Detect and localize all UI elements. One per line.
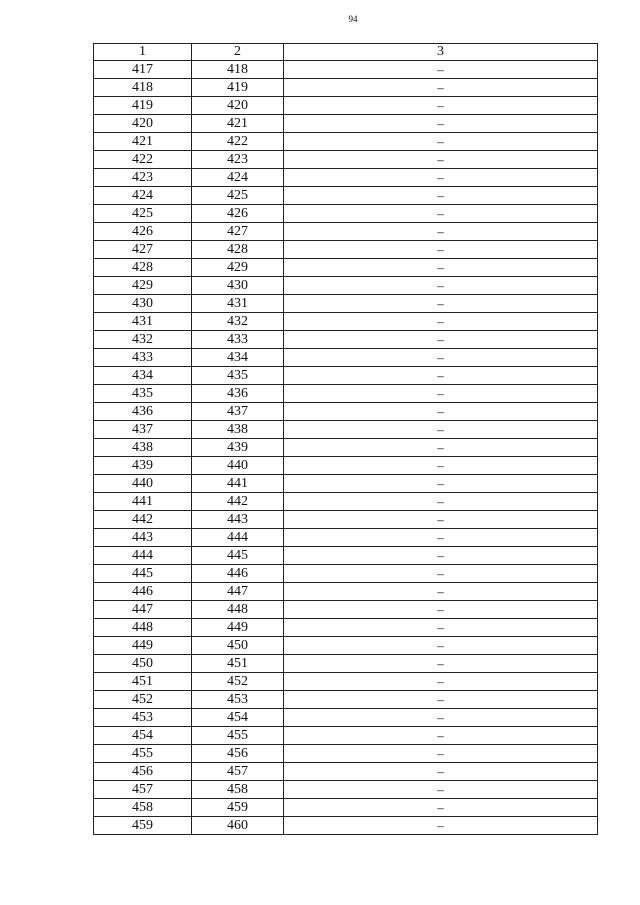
column-header-2: 2: [192, 44, 284, 61]
table-cell-col-2: 418: [192, 61, 284, 79]
table-cell-col-3: –: [284, 115, 598, 133]
table-row: [94, 763, 598, 781]
table-cell-col-3: –: [284, 475, 598, 493]
table-cell-col-2: 448: [192, 601, 284, 619]
table-body: [94, 61, 598, 835]
table-cell-col-2: 449: [192, 619, 284, 637]
table-row: [94, 295, 598, 313]
table-cell-col-1: 426: [94, 223, 192, 241]
table-row: [94, 349, 598, 367]
table-cell-col-2: 436: [192, 385, 284, 403]
table-row: [94, 601, 598, 619]
table-cell-col-2: 438: [192, 421, 284, 439]
table-cell-col-1: 425: [94, 205, 192, 223]
table-cell-col-1: 417: [94, 61, 192, 79]
table-cell-col-3: –: [284, 385, 598, 403]
table-cell-col-1: 455: [94, 745, 192, 763]
table-cell-col-2: 454: [192, 709, 284, 727]
table-row: [94, 547, 598, 565]
table-cell-col-3: –: [284, 619, 598, 637]
table-cell-col-2: 434: [192, 349, 284, 367]
table-cell-col-1: 432: [94, 331, 192, 349]
table-cell-col-1: 440: [94, 475, 192, 493]
table-cell-col-1: 444: [94, 547, 192, 565]
table-cell-col-1: 418: [94, 79, 192, 97]
table-cell-col-1: 437: [94, 421, 192, 439]
table-row: [94, 745, 598, 763]
table-row: [94, 637, 598, 655]
table-cell-col-2: 419: [192, 79, 284, 97]
table-cell-col-1: 456: [94, 763, 192, 781]
table-row: [94, 61, 598, 79]
table-cell-col-3: –: [284, 799, 598, 817]
table-cell-col-3: –: [284, 655, 598, 673]
table-cell-col-2: 450: [192, 637, 284, 655]
table-cell-col-2: 430: [192, 277, 284, 295]
table-cell-col-3: –: [284, 241, 598, 259]
table-cell-col-1: 452: [94, 691, 192, 709]
table-cell-col-1: 419: [94, 97, 192, 115]
table-cell-col-3: –: [284, 673, 598, 691]
table-cell-col-1: 454: [94, 727, 192, 745]
table-cell-col-2: 425: [192, 187, 284, 205]
table-cell-col-3: –: [284, 745, 598, 763]
table-cell-col-2: 451: [192, 655, 284, 673]
table-cell-col-3: –: [284, 259, 598, 277]
table-row: [94, 691, 598, 709]
table-cell-col-1: 450: [94, 655, 192, 673]
column-header-1: 1: [94, 44, 192, 61]
table-cell-col-2: 446: [192, 565, 284, 583]
table-cell-col-2: 453: [192, 691, 284, 709]
table-cell-col-3: –: [284, 313, 598, 331]
table-row: [94, 781, 598, 799]
table-cell-col-2: 445: [192, 547, 284, 565]
table-cell-col-2: 440: [192, 457, 284, 475]
table-cell-col-1: 434: [94, 367, 192, 385]
table-cell-col-1: 459: [94, 817, 192, 835]
table-cell-col-1: 423: [94, 169, 192, 187]
table-cell-col-1: 433: [94, 349, 192, 367]
table-row: [94, 151, 598, 169]
table-cell-col-1: 446: [94, 583, 192, 601]
table-row: [94, 673, 598, 691]
table-cell-col-3: –: [284, 367, 598, 385]
table-cell-col-1: 424: [94, 187, 192, 205]
table-row: [94, 709, 598, 727]
table-cell-col-1: 451: [94, 673, 192, 691]
table-row: [94, 403, 598, 421]
table-row: [94, 241, 598, 259]
table-cell-col-3: –: [284, 691, 598, 709]
table-row: [94, 259, 598, 277]
table-cell-col-3: –: [284, 79, 598, 97]
table-cell-col-3: –: [284, 421, 598, 439]
table-cell-col-2: 456: [192, 745, 284, 763]
table-row: [94, 421, 598, 439]
table-cell-col-1: 458: [94, 799, 192, 817]
table-cell-col-3: –: [284, 637, 598, 655]
table-row: [94, 169, 598, 187]
table-cell-col-3: –: [284, 61, 598, 79]
table-cell-col-3: –: [284, 583, 598, 601]
table-cell-col-2: 458: [192, 781, 284, 799]
table-cell-col-3: –: [284, 349, 598, 367]
table-cell-col-3: –: [284, 781, 598, 799]
table-cell-col-2: 457: [192, 763, 284, 781]
table-row: [94, 583, 598, 601]
table-cell-col-3: –: [284, 763, 598, 781]
table-row: [94, 619, 598, 637]
table-cell-col-1: 438: [94, 439, 192, 457]
table-cell-col-1: 448: [94, 619, 192, 637]
table-cell-col-2: 428: [192, 241, 284, 259]
data-table: [93, 43, 598, 835]
table-cell-col-1: 428: [94, 259, 192, 277]
table-cell-col-2: 435: [192, 367, 284, 385]
table-cell-col-3: –: [284, 223, 598, 241]
table-row: [94, 565, 598, 583]
table-row: [94, 79, 598, 97]
table-row: [94, 457, 598, 475]
table-cell-col-3: –: [284, 817, 598, 835]
table-row: [94, 115, 598, 133]
table-cell-col-1: 442: [94, 511, 192, 529]
table-cell-col-3: –: [284, 205, 598, 223]
table-cell-col-1: 420: [94, 115, 192, 133]
table-cell-col-2: 442: [192, 493, 284, 511]
table-row: [94, 187, 598, 205]
table-cell-col-2: 455: [192, 727, 284, 745]
table-cell-col-2: 422: [192, 133, 284, 151]
table-row: [94, 439, 598, 457]
table-cell-col-3: –: [284, 547, 598, 565]
table-cell-col-3: –: [284, 439, 598, 457]
table-cell-col-3: –: [284, 151, 598, 169]
table-cell-col-2: 424: [192, 169, 284, 187]
table-cell-col-1: 422: [94, 151, 192, 169]
table-cell-col-2: 452: [192, 673, 284, 691]
table-cell-col-2: 459: [192, 799, 284, 817]
table-cell-col-3: –: [284, 169, 598, 187]
table-cell-col-3: –: [284, 493, 598, 511]
table-row: [94, 97, 598, 115]
table-row: [94, 313, 598, 331]
table-cell-col-2: 460: [192, 817, 284, 835]
table-row: [94, 727, 598, 745]
table-cell-col-1: 429: [94, 277, 192, 295]
table-cell-col-1: 445: [94, 565, 192, 583]
table-cell-col-1: 427: [94, 241, 192, 259]
table-row: [94, 493, 598, 511]
table-cell-col-2: 421: [192, 115, 284, 133]
table-row: [94, 475, 598, 493]
table-cell-col-2: 423: [192, 151, 284, 169]
table-cell-col-1: 441: [94, 493, 192, 511]
table-cell-col-2: 441: [192, 475, 284, 493]
table-cell-col-3: –: [284, 601, 598, 619]
page-number: 94: [348, 14, 358, 24]
table-header-row: [94, 44, 598, 61]
table-cell-col-2: 437: [192, 403, 284, 421]
table-cell-col-2: 443: [192, 511, 284, 529]
table-cell-col-3: –: [284, 295, 598, 313]
table-row: [94, 367, 598, 385]
table-cell-col-3: –: [284, 187, 598, 205]
table-row: [94, 133, 598, 151]
table-cell-col-1: 430: [94, 295, 192, 313]
table-cell-col-2: 431: [192, 295, 284, 313]
table-cell-col-2: 444: [192, 529, 284, 547]
table-row: [94, 385, 598, 403]
table-row: [94, 205, 598, 223]
table-cell-col-1: 443: [94, 529, 192, 547]
table-row: [94, 277, 598, 295]
table-cell-col-1: 449: [94, 637, 192, 655]
table-cell-col-3: –: [284, 277, 598, 295]
table-cell-col-3: –: [284, 331, 598, 349]
table-cell-col-3: –: [284, 511, 598, 529]
table-cell-col-2: 429: [192, 259, 284, 277]
table-cell-col-3: –: [284, 727, 598, 745]
table-cell-col-2: 439: [192, 439, 284, 457]
table-cell-col-3: –: [284, 133, 598, 151]
table-cell-col-2: 432: [192, 313, 284, 331]
table-cell-col-2: 426: [192, 205, 284, 223]
table-cell-col-1: 436: [94, 403, 192, 421]
table-cell-col-2: 420: [192, 97, 284, 115]
table-cell-col-3: –: [284, 709, 598, 727]
table-row: [94, 511, 598, 529]
column-header-3: 3: [284, 44, 598, 61]
table-row: [94, 817, 598, 835]
table-cell-col-3: –: [284, 97, 598, 115]
table-row: [94, 799, 598, 817]
table-cell-col-2: 447: [192, 583, 284, 601]
table-cell-col-2: 427: [192, 223, 284, 241]
table-cell-col-3: –: [284, 457, 598, 475]
table-row: [94, 223, 598, 241]
table-cell-col-3: –: [284, 403, 598, 421]
table-cell-col-1: 457: [94, 781, 192, 799]
table-row: [94, 331, 598, 349]
table-cell-col-1: 421: [94, 133, 192, 151]
table-cell-col-1: 453: [94, 709, 192, 727]
table-cell-col-1: 447: [94, 601, 192, 619]
table-cell-col-1: 439: [94, 457, 192, 475]
table-row: [94, 529, 598, 547]
table-cell-col-3: –: [284, 529, 598, 547]
table-cell-col-2: 433: [192, 331, 284, 349]
table-cell-col-1: 435: [94, 385, 192, 403]
table-cell-col-1: 431: [94, 313, 192, 331]
table-row: [94, 655, 598, 673]
table-cell-col-3: –: [284, 565, 598, 583]
